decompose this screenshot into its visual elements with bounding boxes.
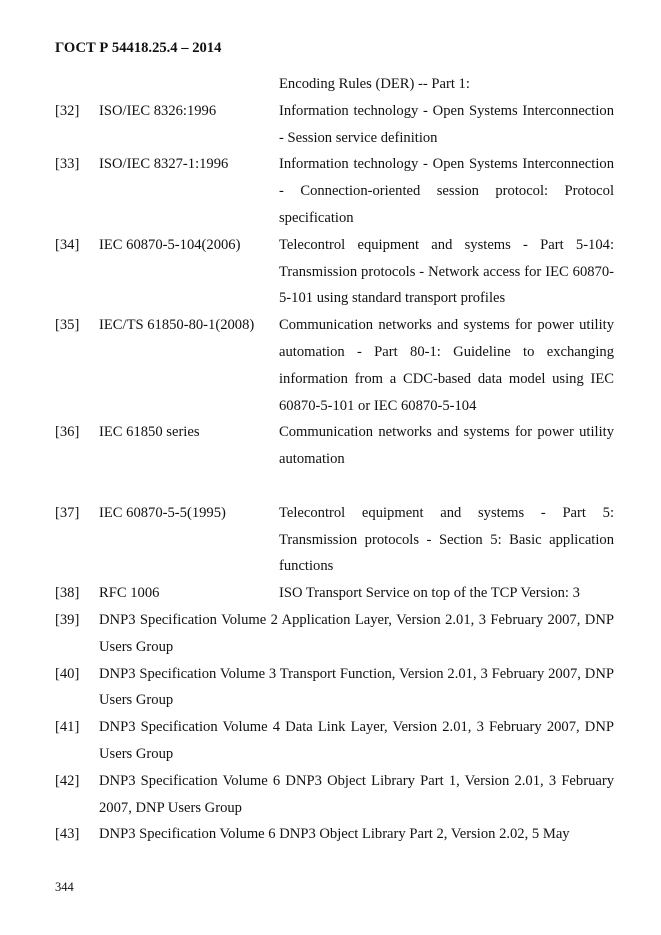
reference-code: IEC 60870-5-104(2006): [99, 236, 241, 253]
reference-number: [42]: [55, 772, 80, 789]
reference-number: [41]: [55, 719, 80, 736]
blank-line: [55, 473, 614, 500]
reference-number: [32]: [55, 102, 80, 119]
reference-item: [55, 232, 614, 312]
reference-title: Information technology - Open Systems Interconnection - Connection-oriented session protocol: Protocol specification: [279, 156, 614, 226]
reference-text: DNP3 Specification Volume 2 Application Layer, Version 2.01, 3 February 2007, DNP Users Group: [99, 611, 614, 655]
reference-number: [38]: [55, 585, 80, 602]
reference-text: DNP3 Specification Volume 4 Data Link Layer, Version 2.01, 3 February 2007, DNP Users Group: [99, 719, 614, 762]
reference-code: ISO/IEC 8326:1996: [99, 102, 217, 119]
reference-number: [34]: [55, 236, 80, 253]
reference-number: [35]: [55, 317, 80, 334]
reference-item: [55, 714, 614, 768]
reference-text: DNP3 Specification Volume 6 DNP3 Object Library Part 2, Version 2.02, 5 May: [99, 826, 570, 843]
reference-title: Telecontrol equipment and systems - Part 5-104: Transmission protocols - Network access for IEC 60870-5-101 using standard transport profiles: [279, 236, 614, 307]
reference-title: Encoding Rules (DER) -- Part 1:: [279, 76, 470, 92]
reference-code: IEC/TS 61850-80-1(2008): [99, 317, 255, 334]
reference-number: [43]: [55, 826, 80, 843]
page-number: 344: [55, 880, 74, 894]
reference-number: [37]: [55, 504, 80, 521]
reference-item: [55, 98, 614, 152]
reference-item: [55, 419, 614, 473]
reference-code: IEC 61850 series: [99, 424, 200, 441]
reference-item: [55, 312, 614, 419]
reference-item: [55, 500, 614, 580]
reference-number: [33]: [55, 156, 80, 173]
reference-number: [40]: [55, 665, 80, 682]
reference-item: [55, 151, 614, 231]
reference-code: ISO/IEC 8327-1:1996: [99, 156, 229, 173]
reference-text: DNP3 Specification Volume 6 DNP3 Object Library Part 1, Version 2.01, 3 February 2007, DNP Users Group: [99, 772, 614, 816]
reference-number: [36]: [55, 424, 80, 441]
reference-item: [55, 821, 614, 848]
reference-title: Information technology - Open Systems Interconnection - Session service definition: [279, 102, 614, 146]
reference-code: IEC 60870-5-5(1995): [99, 504, 226, 521]
reference-number: [39]: [55, 611, 80, 628]
reference-code: RFC 1006: [99, 585, 160, 602]
reference-item: [55, 607, 614, 661]
reference-continuation: [55, 71, 614, 98]
reference-title: ISO Transport Service on top of the TCP Version: 3: [279, 585, 580, 602]
document-header: ГОСТ Р 54418.25.4 – 2014: [55, 40, 222, 56]
reference-item: [55, 580, 614, 607]
reference-title: Communication networks and systems for power utility automation: [279, 424, 614, 468]
reference-item: [55, 768, 614, 822]
reference-title: Communication networks and systems for power utility automation - Part 80-1: Guideline to exchanging information from a CDC-based data model using IEC 60870-5-101 or IEC 60870-5-104: [279, 317, 614, 414]
reference-text: DNP3 Specification Volume 3 Transport Function, Version 2.01, 3 February 2007, DNP Users Group: [99, 665, 614, 709]
reference-title: Telecontrol equipment and systems - Part 5: Transmission protocols - Section 5: Basic application functions: [279, 504, 614, 575]
reference-item: [55, 661, 614, 715]
reference-list: [55, 71, 614, 848]
